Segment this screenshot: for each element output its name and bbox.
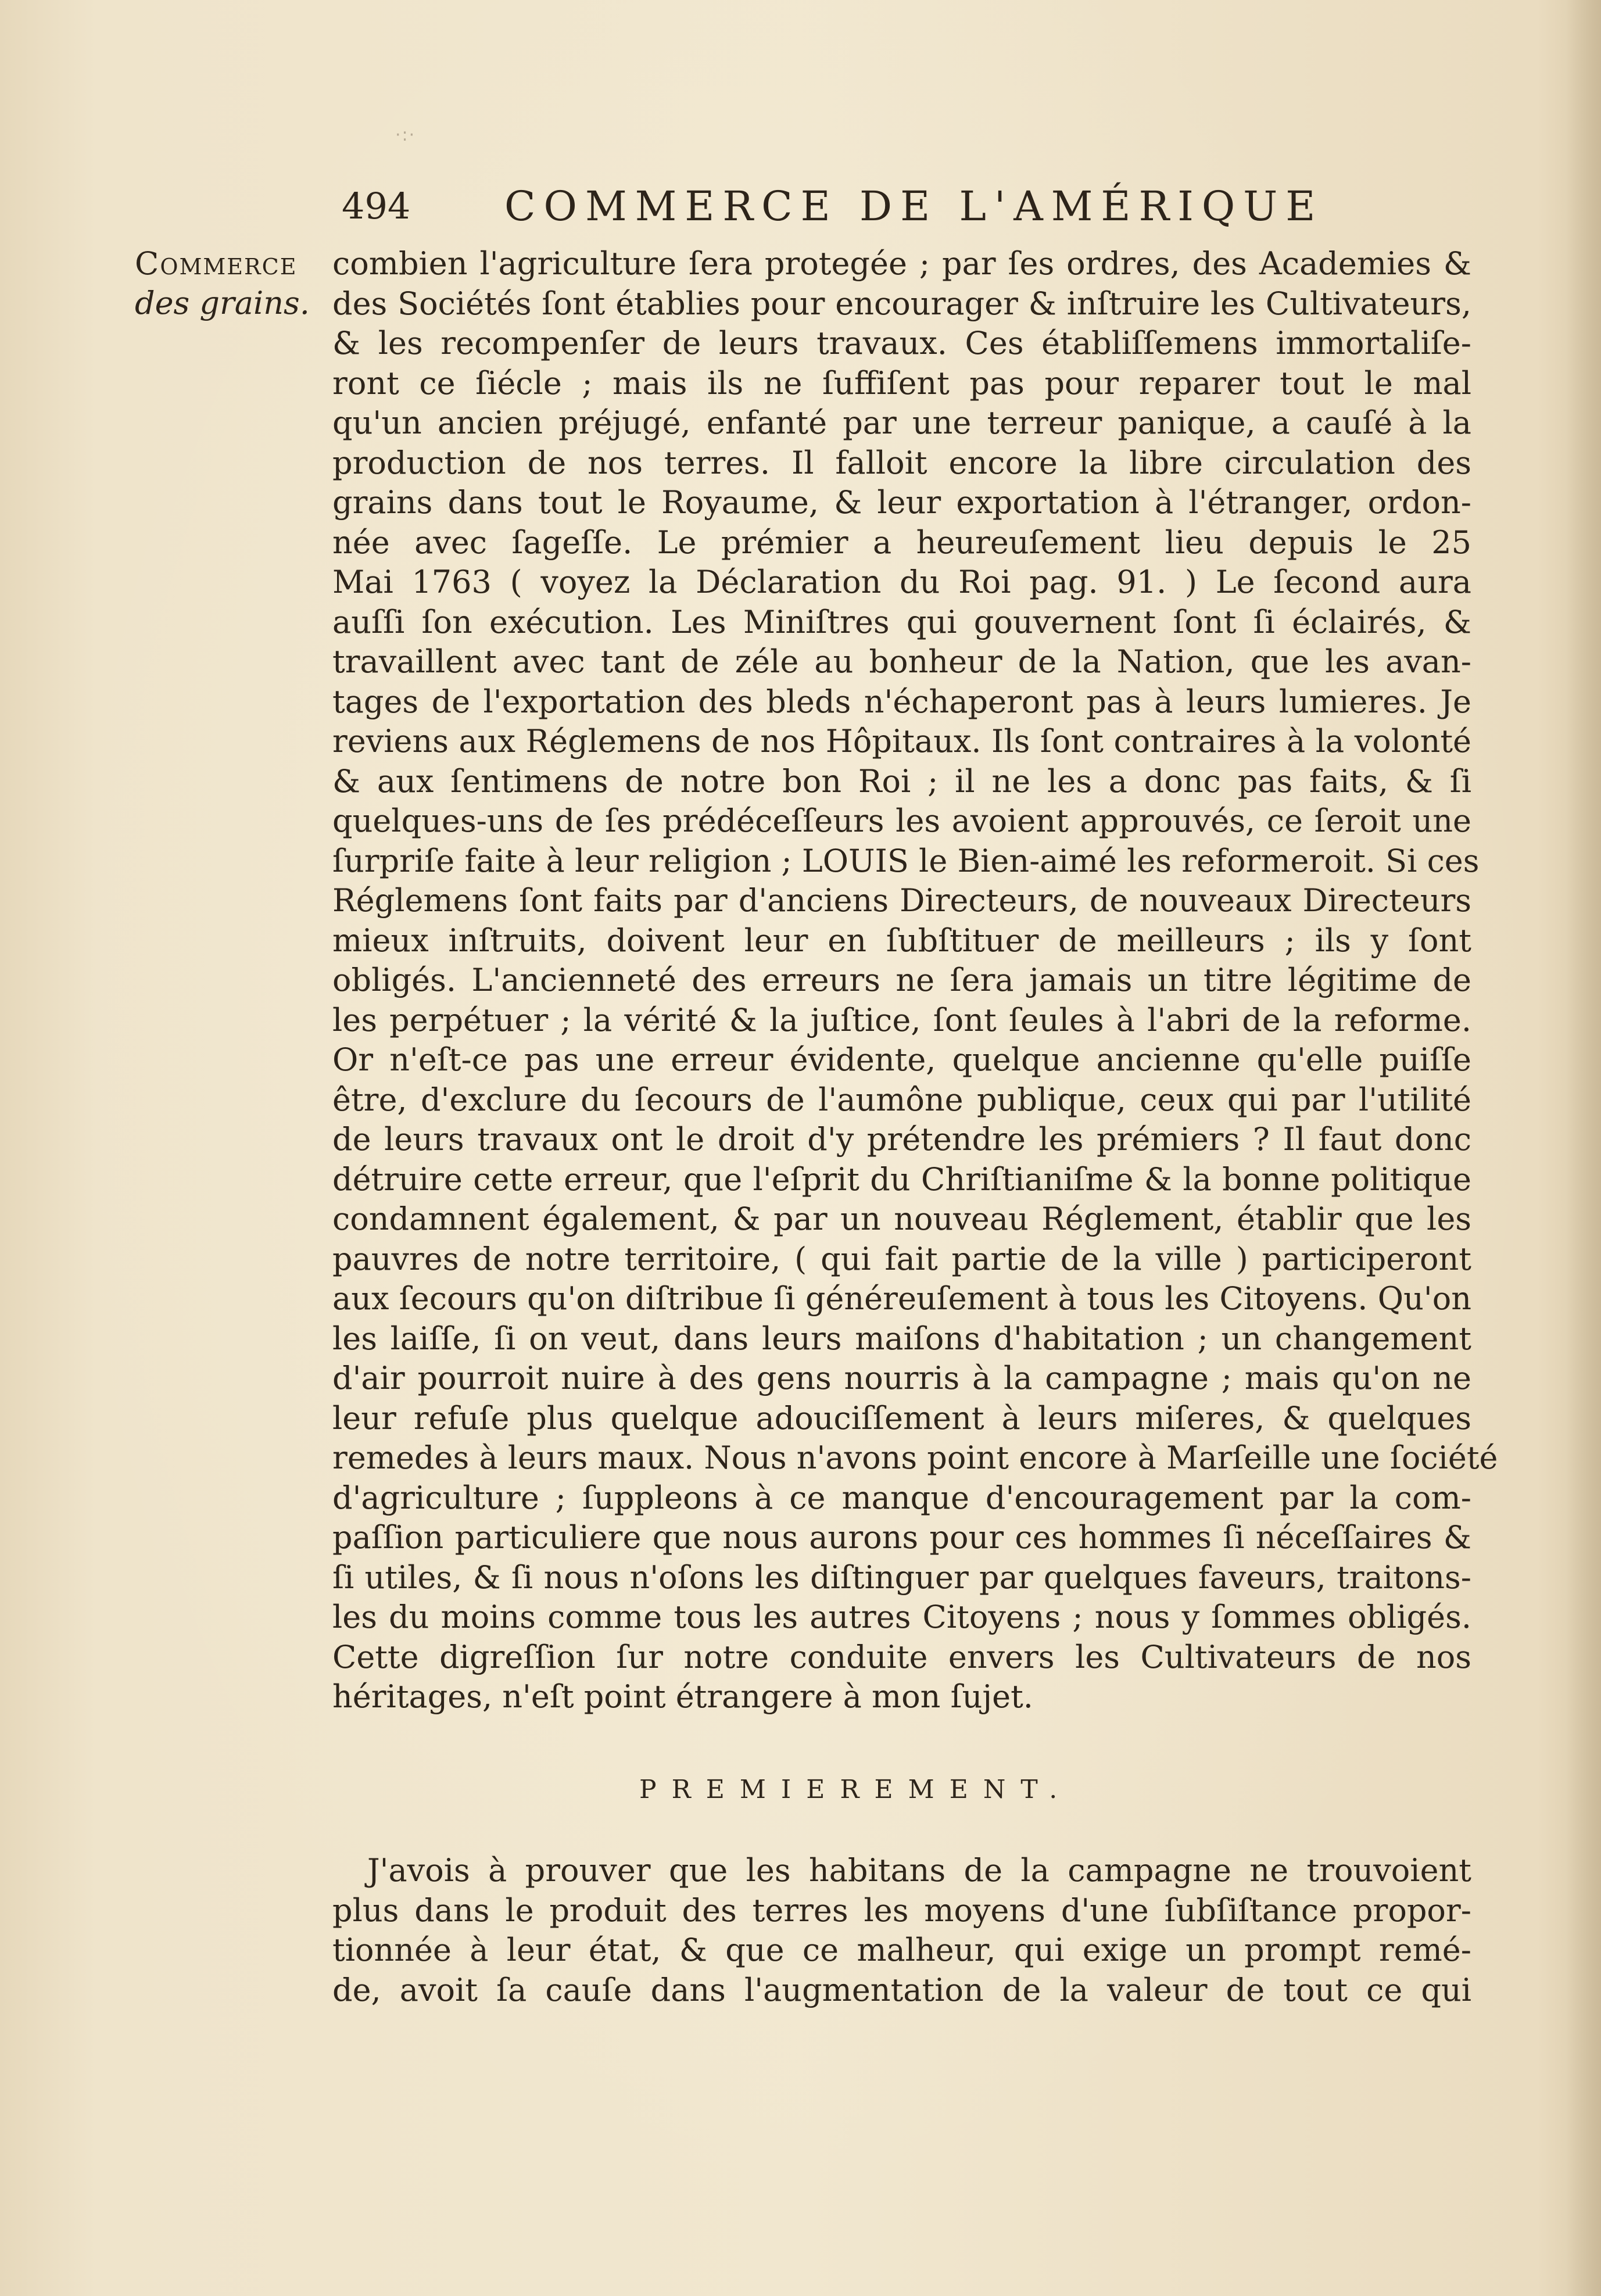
- text-line: être, d'exclure du ſecours de l'aumône publique, ceux qui par l'utilité: [332, 1081, 1471, 1118]
- text-line: d'air pourroit nuire à des gens nourris à la campagne ; mais qu'on ne: [332, 1360, 1471, 1396]
- text-line: leur refuſe plus quelque adouciſſement à leurs miſeres, & quelques: [332, 1399, 1471, 1437]
- text-line: paſſion particuliere que nous aurons pour ces hommes ſi néceſſaires &: [332, 1519, 1471, 1556]
- text-line: héritages, n'eſt point étrangere à mon ſujet.: [332, 1678, 1033, 1715]
- text-line: Réglemens ſont faits par d'anciens Directeurs, de nouveaux Directeurs: [332, 882, 1471, 919]
- text-line: & les recompenſer de leurs travaux. Ces établiſſemens immortaliſe-: [332, 325, 1471, 361]
- text-line: plus dans le produit des terres les moyens d'une ſubſiſtance propor-: [332, 1892, 1471, 1929]
- text-line: les du moins comme tous les autres Citoyens ; nous y ſommes obligés.: [332, 1599, 1471, 1635]
- text-line: Or n'eſt-ce pas une erreur évidente, quelque ancienne qu'elle puiſſe: [332, 1041, 1471, 1078]
- text-line: des Sociétés ſont établies pour encourager & inſtruire les Cultivateurs,: [332, 285, 1471, 322]
- text-line: tages de l'exportation des bleds n'échaperont pas à leurs lumieres. Je: [332, 683, 1471, 720]
- margin-note-line: Commerce: [135, 245, 298, 282]
- text-line: née avec ſageſſe. Le prémier a heureuſement lieu depuis le 25: [332, 524, 1471, 561]
- section-heading: PREMIEREMENT.: [639, 1775, 1073, 1804]
- text-line: reviens aux Réglemens de nos Hôpitaux. Ils ſont contraires à la volonté: [332, 723, 1471, 760]
- text-line: d'agriculture ; ſuppleons à ce manque d'encouragement par la com-: [332, 1479, 1471, 1516]
- text-line: détruire cette erreur, que l'eſprit du Chriſtianiſme & la bonne politique: [332, 1160, 1471, 1198]
- ink-smudge: ·:·: [395, 125, 416, 145]
- text-line: aux ſecours qu'on diſtribue ſi généreuſement à tous les Citoyens. Qu'on: [332, 1280, 1471, 1317]
- text-line: ſi utiles, & ſi nous n'oſons les diſtinguer par quelques faveurs, traitons-: [332, 1559, 1471, 1596]
- text-line: qu'un ancien préjugé, enfanté par une terreur panique, a cauſé à la: [332, 404, 1471, 441]
- text-line: quelques-uns de ſes prédéceſſeurs les avoient approuvés, ce ſeroit une: [332, 803, 1471, 839]
- text-line: travaillent avec tant de zéle au bonheur de la Nation, que les avan-: [332, 643, 1471, 680]
- text-line: condamnent également, & par un nouveau Réglement, établir que les: [332, 1201, 1471, 1237]
- text-line: les laiſſe, ſi on veut, dans leurs maiſons d'habitation ; un changement: [332, 1320, 1471, 1357]
- text-line: production de nos terres. Il falloit encore la libre circulation des: [332, 444, 1471, 481]
- page-header: [342, 177, 1324, 235]
- page-edge-shadow: [1566, 0, 1601, 2296]
- text-line: Mai 1763 ( voyez la Déclaration du Roi pag. 91. ) Le ſecond aura: [332, 564, 1471, 600]
- text-line: remedes à leurs maux. Nous n'avons point encore à Marſeille une ſociété: [332, 1439, 1498, 1476]
- text-line: ſurpriſe faite à leur religion ; LOUIS le Bien-aimé les reformeroit. Si ces: [332, 842, 1480, 879]
- margin-note-line: des grains.: [135, 285, 310, 321]
- text-line: les perpétuer ; la vérité & la juſtice, ſont ſeules à l'abri de la reforme.: [332, 1001, 1471, 1038]
- text-line: Cette digreſſion ſur notre conduite envers les Cultivateurs de nos: [332, 1638, 1471, 1675]
- text-line: obligés. L'ancienneté des erreurs ne ſera jamais un titre légitime de: [332, 962, 1471, 998]
- text-line: & aux ſentimens de notre bon Roi ; il ne les a donc pas faits, & ſi: [332, 762, 1471, 800]
- text-line: tionnée à leur état, & que ce malheur, qui exige un prompt remé-: [332, 1932, 1471, 1968]
- page-number: 494: [342, 185, 411, 227]
- text-line: de, avoit ſa cauſe dans l'augmentation de la valeur de tout ce qui: [332, 1971, 1471, 2008]
- running-title: COMMERCE DE L'AMÉRIQUE: [504, 182, 1324, 230]
- text-line: de leurs travaux ont le droit d'y prétendre les prémiers ? Il faut donc: [332, 1121, 1471, 1158]
- main-paragraph: [332, 244, 1498, 1717]
- text-line: grains dans tout le Royaume, & leur exportation à l'étranger, ordon-: [332, 484, 1471, 521]
- margin-note: [135, 244, 327, 323]
- text-line: J'avois à prouver que les habitans de la campagne ne trouvoient: [367, 1852, 1471, 1889]
- second-paragraph: [332, 1851, 1471, 2010]
- text-line: pauvres de notre territoire, ( qui fait partie de la ville ) participeront: [332, 1240, 1471, 1277]
- text-line: mieux inſtruits, doivent leur en ſubſtituer de meilleurs ; ils y ſont: [332, 922, 1471, 959]
- text-line: auſſi ſon exécution. Les Miniſtres qui gouvernent ſont ſi éclairés, &: [332, 603, 1471, 640]
- text-line: combien l'agriculture ſera protegée ; par ſes ordres, des Academies &: [332, 245, 1471, 282]
- text-line: ront ce ſiécle ; mais ils ne ſuffiſent pas pour reparer tout le mal: [332, 364, 1471, 402]
